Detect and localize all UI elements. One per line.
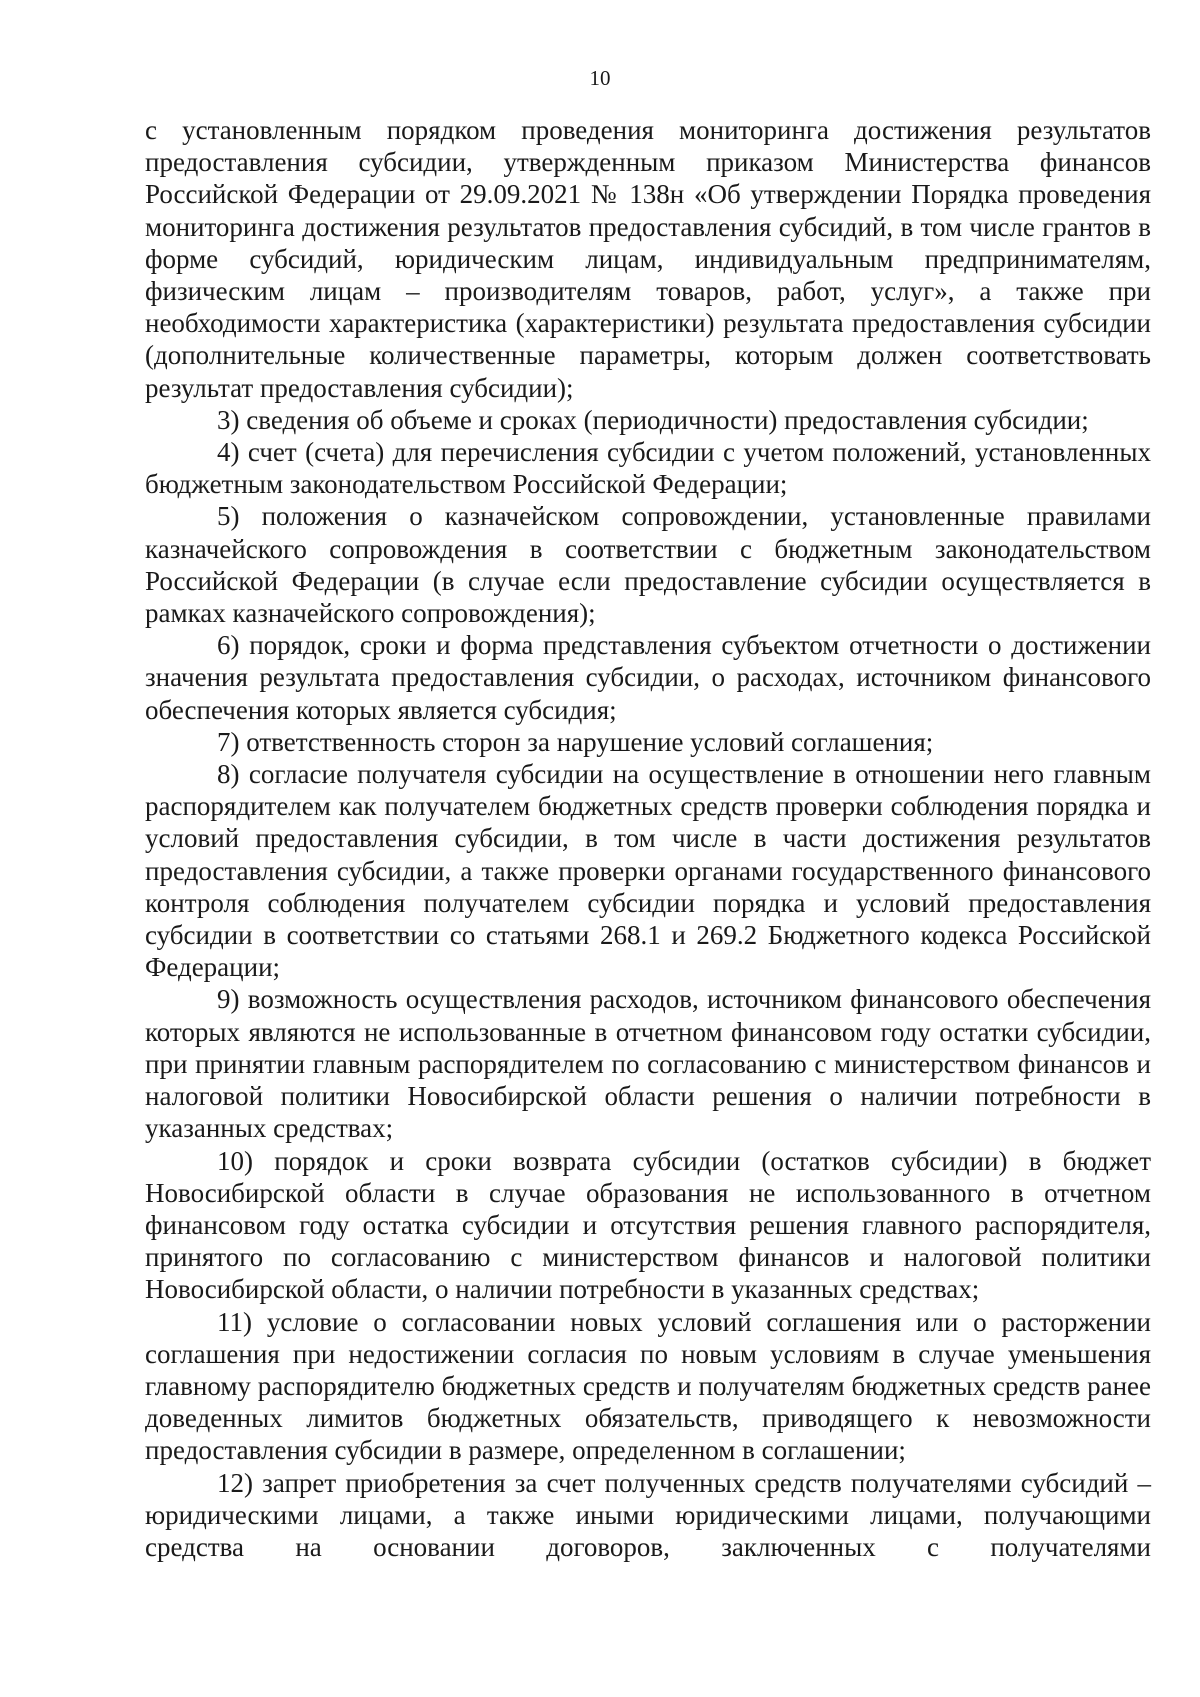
paragraph-item-12: 12) запрет приобретения за счет полученных средств получателями субсидий – юридическими лицами, а также иными юридическими лицами, получающими средства на основании договоров, заключенных с получателями [145, 1467, 1151, 1562]
paragraph-item-4: 4) счет (счета) для перечисления субсидии с учетом положений, установленных бюджетным законодательством Российской Федерации; [145, 437, 1151, 500]
paragraph-item-8: 8) согласие получателя субсидии на осуществление в отношении него главным распорядителем как получателем бюджетных средств проверки соблюдения порядка и условий предоставления субсидии, в том числе в части достижения результатов предоставления субсидии, а также проверки органами государственного финансового контроля соблюдения получателем субсидии порядка и условий предоставления субсидии в соответствии со статьями 268.1 и 269.2 Бюджетного кодекса Российской Федерации; [145, 759, 1151, 983]
paragraph-item-10: 10) порядок и сроки возврата субсидии (остатков субсидии) в бюджет Новосибирской области в случае образования не использованного в отчетном финансовом году остатка субсидии и отсутствия решения главного распорядителя, принятого по согласованию с министерством финансов и налоговой политики Новосибирской области, о наличии потребности в указанных средствах; [145, 1145, 1151, 1305]
paragraph-intro: с установленным порядком проведения мониторинга достижения результатов предоставления субсидии, утвержденным приказом Министерства финансов Российской Федерации от 29.09.2021 № 138н «Об утверждении Порядка проведения мониторинга достижения результатов предоставления субсидий, в том числе грантов в форме субсидий, юридическим лицам, индивидуальным предпринимателям, физическим лицам – производителям товаров, работ, услуг», а также при необходимости характеристика (характеристики) результата предоставления субсидии (дополнительные количественные параметры, которым должен соответствовать результат предоставления субсидии); [145, 115, 1151, 403]
paragraph-item-11: 11) условие о согласовании новых условий соглашения или о расторжении соглашения при недостижении согласия по новым условиям в случае уменьшения главному распорядителю бюджетных средств и получателям бюджетных средств ранее доведенных лимитов бюджетных обязательств, приводящего к невозможности предоставления субсидии в размере, определенном в соглашении; [145, 1306, 1151, 1466]
paragraph-item-3: 3) сведения об объеме и сроках (периодичности) предоставления субсидии; [217, 404, 1089, 435]
paragraph-item-5: 5) положения о казначейском сопровождении, установленные правилами казначейского сопровождения в соответствии с бюджетным законодательством Российской Федерации (в случае если предоставление субсидии осуществляется в рамках казначейского сопровождения); [145, 501, 1151, 629]
page-number: 10 [589, 66, 611, 90]
paragraph-item-7: 7) ответственность сторон за нарушение условий соглашения; [217, 726, 934, 757]
paragraph-item-9: 9) возможность осуществления расходов, источником финансового обеспечения которых являются не использованные в отчетном финансовом году остатки субсидии, при принятии главным распорядителем по согласованию с министерством финансов и налоговой политики Новосибирской области решения о наличии потребности в указанных средствах; [145, 984, 1151, 1144]
document-body [145, 114, 1151, 1563]
paragraph-item-6: 6) порядок, сроки и форма представления субъектом отчетности о достижении значения результата предоставления субсидии, о расходах, источником финансового обеспечения которых является субсидия; [145, 630, 1151, 725]
